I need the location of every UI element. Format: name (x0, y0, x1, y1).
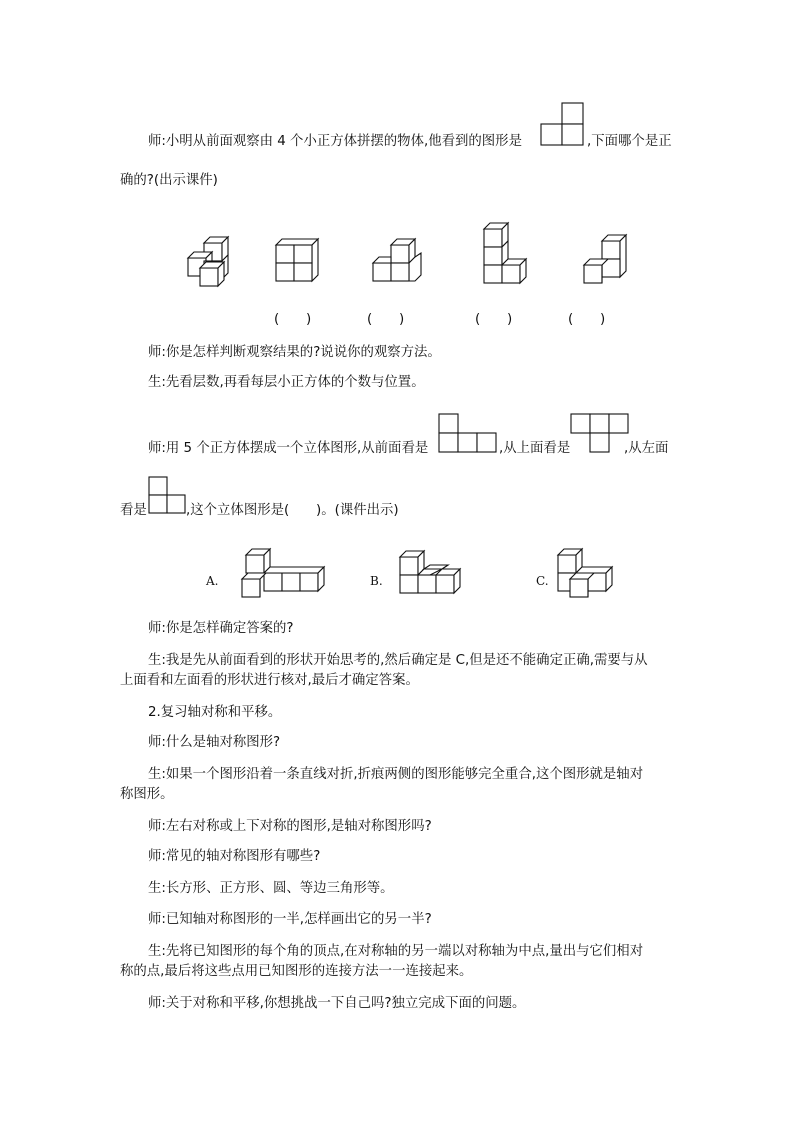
q2-option-b-label: B. (370, 574, 383, 588)
paragraph-7-line1: 生:如果一个图形沿着一条直线对折,折痕两侧的图形能够完全重合,这个图形就是轴对 (148, 767, 644, 782)
q2-option-a-figure (238, 546, 328, 602)
q2-line1-middle: ,从上面看是 (499, 441, 571, 456)
q1-cube-figure-4 (480, 220, 536, 290)
paragraph-10: 生:长方形、正方形、圆、等边三角形等。 (148, 881, 394, 896)
paragraph-7-line2: 称图形。 (120, 787, 174, 802)
paragraph-12-line2: 称的点,最后将这些点用已知图形的连接方法一一连接起来。 (120, 964, 473, 979)
q2-option-a-label: A. (206, 574, 219, 588)
q1-cube-figure-2 (272, 236, 324, 288)
q1-cube-figure-1 (185, 234, 237, 290)
q1-line2: 确的?(出示课件) (120, 173, 218, 188)
paragraph-12-line1: 生:先将已知图形的每个角的顶点,在对称轴的另一端以对称轴为中点,量出与它们相对 (148, 944, 644, 959)
q1-answer-blank-1[interactable]: ( ) (274, 312, 312, 327)
q1-line1-start: 师:小明从前面观察由 4 个小正方体拼摆的物体,他看到的图形是 (148, 134, 522, 149)
q2-line1-end: ,从左面 (624, 441, 669, 456)
q2-line1-start: 师:用 5 个正方体摆成一个立体图形,从前面看是 (148, 441, 429, 456)
q2-front-view-figure (438, 413, 498, 455)
section-heading-2: 2.复习轴对称和平移。 (148, 705, 282, 720)
q1-cube-figure-5 (576, 232, 632, 288)
q2-line2-end: ,这个立体图形是( )。(课件出示) (186, 503, 399, 518)
paragraph-11: 师:已知轴对称图形的一半,怎样画出它的另一半? (148, 912, 432, 927)
paragraph-1: 师:你是怎样判断观察结果的?说说你的观察方法。 (148, 345, 441, 360)
paragraph-6: 师:什么是轴对称图形? (148, 735, 281, 750)
paragraph-3: 师:你是怎样确定答案的? (148, 621, 294, 636)
q2-top-view-figure (570, 413, 630, 455)
q2-option-b-figure (396, 548, 462, 600)
q2-line2-start: 看是 (120, 503, 147, 518)
q1-answer-blank-3[interactable]: ( ) (475, 312, 513, 327)
q1-line1-end: ,下面哪个是正 (587, 134, 672, 149)
q1-answer-blank-4[interactable]: ( ) (568, 312, 606, 327)
paragraph-9: 师:常见的轴对称图形有哪些? (148, 849, 321, 864)
paragraph-8: 师:左右对称或上下对称的图形,是轴对称图形吗? (148, 819, 432, 834)
paragraph-4-line2: 上面看和左面看的形状进行核对,最后才确定答案。 (120, 673, 419, 688)
q1-answer-blank-2[interactable]: ( ) (367, 312, 405, 327)
q2-option-c-figure (552, 546, 618, 602)
q1-front-view-figure (540, 102, 586, 146)
paragraph-13: 师:关于对称和平移,你想挑战一下自己吗?独立完成下面的问题。 (148, 996, 526, 1011)
q2-option-c-label: C. (536, 574, 549, 588)
q1-cube-figure-3 (369, 236, 425, 288)
paragraph-2: 生:先看层数,再看每层小正方体的个数与位置。 (148, 375, 425, 390)
q2-left-view-figure (148, 476, 188, 518)
paragraph-4-line1: 生:我是先从前面看到的形状开始思考的,然后确定是 C,但是还不能确定正确,需要与从 (148, 653, 648, 668)
